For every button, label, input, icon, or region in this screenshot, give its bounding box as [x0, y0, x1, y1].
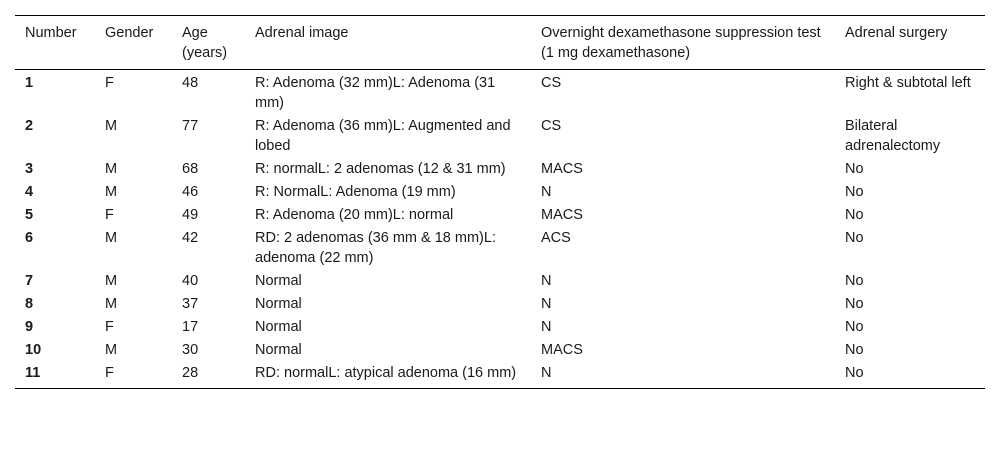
cell-adrenal-surgery: Bilateral adrenalectomy: [845, 118, 941, 154]
cell-adrenal-surgery: No: [845, 319, 864, 335]
cell-dexamethasone-test: MACS: [541, 342, 583, 358]
cell-age: 48: [182, 75, 199, 91]
cell-adrenal-image: R: Adenoma (36 mm)L: Augmented and lobed: [255, 118, 511, 154]
cell-adrenal-image: Normal: [255, 319, 302, 335]
cell-number: 8: [25, 296, 34, 312]
cell-adrenal-image: Normal: [255, 342, 302, 358]
cell-age: 42: [182, 230, 199, 246]
cell-gender: M: [105, 296, 118, 312]
table-row: [15, 158, 985, 181]
cell-age: 37: [182, 296, 199, 312]
cell-number: 2: [25, 118, 34, 134]
header-gender: Gender: [105, 25, 154, 41]
cell-dexamethasone-test: N: [541, 273, 552, 289]
cell-dexamethasone-test: CS: [541, 75, 562, 91]
cell-gender: M: [105, 161, 118, 177]
table-row: [15, 204, 985, 227]
cell-age: 40: [182, 273, 199, 289]
cell-dexamethasone-test: CS: [541, 118, 562, 134]
cell-dexamethasone-test: N: [541, 184, 552, 200]
cell-gender: F: [105, 365, 114, 381]
cell-adrenal-surgery: No: [845, 273, 864, 289]
cell-number: 9: [25, 319, 34, 335]
cell-adrenal-surgery: No: [845, 342, 864, 358]
cell-number: 7: [25, 273, 34, 289]
cell-age: 17: [182, 319, 199, 335]
cell-dexamethasone-test: MACS: [541, 161, 583, 177]
cell-age: 30: [182, 342, 199, 358]
table-row: [15, 362, 985, 389]
cell-gender: F: [105, 207, 114, 223]
table-row: [15, 181, 985, 204]
cell-number: 4: [25, 184, 34, 200]
header-adrenal-surgery: Adrenal surgery: [845, 25, 948, 41]
cell-adrenal-surgery: No: [845, 207, 864, 223]
cell-adrenal-surgery: No: [845, 296, 864, 312]
header-age: Age (years): [182, 25, 228, 61]
header-dexamethasone-test: Overnight dexamethasone suppression test (1 mg dexamethasone): [541, 25, 821, 61]
cell-number: 11: [25, 365, 41, 381]
cell-gender: M: [105, 342, 118, 358]
table-row: [15, 227, 985, 270]
cell-age: 77: [182, 118, 199, 134]
cell-adrenal-image: R: normalL: 2 adenomas (12 & 31 mm): [255, 161, 506, 177]
cell-adrenal-image: Normal: [255, 273, 302, 289]
table-row: [15, 70, 985, 116]
cell-gender: M: [105, 230, 118, 246]
cell-adrenal-surgery: No: [845, 230, 864, 246]
header-number: Number: [25, 25, 77, 41]
cell-gender: M: [105, 118, 118, 134]
cell-age: 28: [182, 365, 199, 381]
header-row: [15, 16, 985, 70]
cell-gender: F: [105, 319, 114, 335]
cell-adrenal-surgery: Right & subtotal left: [845, 75, 971, 91]
cell-dexamethasone-test: N: [541, 365, 552, 381]
cell-dexamethasone-test: N: [541, 296, 552, 312]
cell-age: 46: [182, 184, 199, 200]
table-row: [15, 339, 985, 362]
cell-number: 10: [25, 342, 42, 358]
patient-table-container: [15, 15, 985, 389]
table-row: [15, 270, 985, 293]
cell-dexamethasone-test: MACS: [541, 207, 583, 223]
cell-gender: M: [105, 184, 118, 200]
cell-adrenal-surgery: No: [845, 184, 864, 200]
patient-table: [15, 15, 985, 389]
cell-adrenal-image: RD: normalL: atypical adenoma (16 mm): [255, 365, 517, 381]
cell-adrenal-surgery: No: [845, 365, 864, 381]
cell-adrenal-surgery: No: [845, 161, 864, 177]
cell-number: 6: [25, 230, 34, 246]
cell-gender: F: [105, 75, 114, 91]
cell-dexamethasone-test: ACS: [541, 230, 571, 246]
cell-number: 3: [25, 161, 34, 177]
cell-adrenal-image: Normal: [255, 296, 302, 312]
cell-dexamethasone-test: N: [541, 319, 552, 335]
cell-age: 49: [182, 207, 199, 223]
table-row: [15, 316, 985, 339]
table-header: [15, 16, 985, 70]
cell-adrenal-image: R: NormalL: Adenoma (19 mm): [255, 184, 456, 200]
header-adrenal-image: Adrenal image: [255, 25, 349, 41]
cell-adrenal-image: RD: 2 adenomas (36 mm & 18 mm)L: adenoma (22 mm): [255, 230, 496, 266]
cell-age: 68: [182, 161, 199, 177]
table-row: [15, 293, 985, 316]
cell-number: 5: [25, 207, 34, 223]
table-row: [15, 115, 985, 158]
table-body: [15, 70, 985, 389]
cell-adrenal-image: R: Adenoma (20 mm)L: normal: [255, 207, 454, 223]
cell-number: 1: [25, 75, 34, 91]
cell-adrenal-image: R: Adenoma (32 mm)L: Adenoma (31 mm): [255, 75, 496, 111]
cell-gender: M: [105, 273, 118, 289]
